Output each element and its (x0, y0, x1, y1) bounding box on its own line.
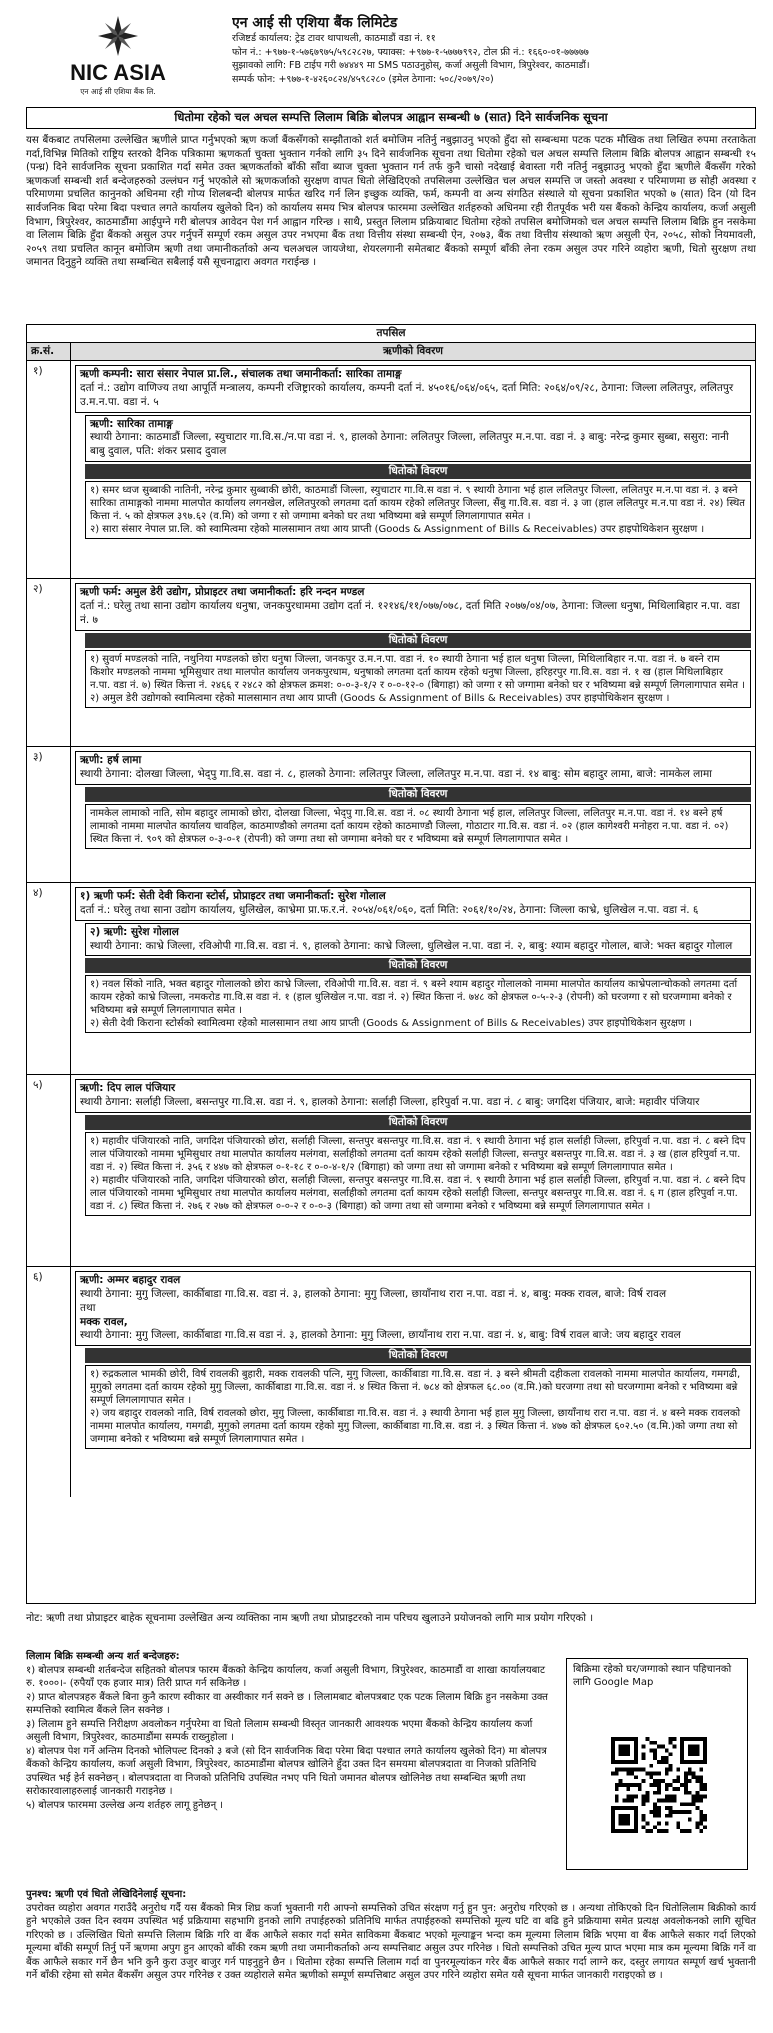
collateral-band: धितोको विवरण (85, 787, 751, 802)
borrower-detail: स्थायी ठेगाना: दोलखा जिल्ला, भेद्पु गा.वि.स. वडा नं. ८, हालको ठेगाना: ललितपुर जिल्ला, ललितपुर म.न.पा. वडा नं. १४ बाबु: सोम बहादुर लामा, बाजे: नामकेल लामा (80, 767, 713, 780)
condition-item: २) प्राप्त बोलपत्रहरु बैंकले बिना कुनै कारण स्वीकार वा अस्वीकार गर्न सक्ने छ । लिलामबाट बोलपत्रबाट एक पटक लिलाम बिक्रि हुन नसकेमा उक्त सम्पत्तिको स्वामित्व बैंकले लिन सक्नेछ । (26, 1691, 548, 1716)
guarantor-name: २) ऋणी: सुरेश गोलाल (90, 925, 179, 938)
condition-item: ४) बोलपत्र पेश गर्ने अन्तिम दिनको भोलिपल्ट दिनको ३ बजे (सो दिन सार्वजनिक बिदा परेमा बिदा पश्चात लगते कार्यालय खुलेको दिन) मा बोलपत्र बैंकको केन्द्रिय कार्यालय, कर्जा असुली विभाग, त्रिपुरेश्वर, काठमाडौंमा बोलपत्र खोलिने हुँदा उक्त दिन समयमा बोलपत्रदाता वा निजको प्रतिनिधि उपस्थित भई हेर्न सक्नेछन् । बोलपत्रदाता वा निजको प्रतिनिधि उपस्थित नभए पनि धितो जमानत बोलपत्र खोलिनेछ तथा सम्बन्धित ऋणी तथा सरोकारवालाहरुलाई जानकारी गराइनेछ । (26, 1745, 547, 1797)
map-caption: बिक्रिमा रहेको घर/जग्गाको स्थान पहिचानको लागि Google Map (573, 1664, 732, 1688)
row-number: ५) (27, 1075, 71, 1266)
row-number: २) (27, 579, 71, 746)
header-line: रजिष्टर्ड कार्यालय: ट्रेड टावर थापाथली, काठमाडौं वडा नं. ११ (232, 33, 436, 44)
table-row (27, 1075, 755, 1267)
column-header-sn: क्र.सं. (27, 343, 71, 360)
co-borrower-name: मक्क रावल, (80, 1315, 128, 1328)
borrower-name: ऋणी: हर्ष लामा (80, 754, 142, 766)
map-qr-box (566, 1658, 748, 1870)
borrower-box (75, 751, 751, 785)
conditions-title: लिलाम बिक्रि सम्बन्धी अन्य शर्त बन्देजहरु: (26, 1651, 180, 1662)
borrower-detail: दर्ता नं.: उद्योग वाणिज्य तथा आपूर्ति मन्त्रालय, कम्पनी रजिष्ट्रारको कार्यालय, कम्पनी दर्ता नं. ४५०१६/०६४/०६५, दर्ता मिति: २०६४/०९/२८, ठेगाना: जिल्ला ललितपुर, ललितपुर उ.म.न.पा. वडा नं. ५ (80, 381, 734, 408)
guarantor-detail: स्थायी ठेगाना: काठमाडौं जिल्ला, स्युचाटार गा.वि.स./न.पा वडा नं. ९, हालको ठेगाना: ललितपुर जिल्ला, ललितपुर म.न.पा. वडा नं. ३ बाबु: नरेन्द्र कुमार सुब्बा, ससुरा: नानी बाबु दुवाल, पति: शंकर प्रसाद दुवाल (90, 431, 729, 458)
borrower-name: ऋणी फर्म: अमुल डेरी उद्योग, प्रोप्राइटर तथा जमानीकर्ता: हरि नन्दन मण्डल (80, 586, 365, 598)
borrower-box (75, 1271, 751, 1346)
borrower-box (75, 583, 751, 631)
collateral-detail (85, 1365, 751, 1449)
collateral-band: धितोको विवरण (85, 1348, 751, 1363)
collateral-detail (85, 804, 751, 849)
collateral-item: २) जय बहादुर रावलको नाति, विर्ष रावलको छोरा, मुगु जिल्ला, कार्कीबाडा गा.वि.स. वडा नं. ३ स्थायी ठेगाना भई हाल मुगु जिल्ला, छायाँनाथ रारा न.पा. वडा नं. ४ बस्ने मक्क रावलको नाममा मालपोत कार्यालय, गमगढी, मुगुको लगतमा दर्ता कायम रहेको मुगु जिल्ला, कार्कीबाडा गा.वि.स. वडा नं. ३ स्थित कित्ता नं. ४७७ को क्षेत्रफल ६०२.५० (व.मि.)को जग्गा तथा सो जग्गामा बनेको र भविष्यमा बन्ने सम्पूर्ण लिगलागापात समेत । (90, 1408, 741, 1446)
collateral-band: धितोको विवरण (85, 1115, 751, 1130)
table-row (27, 579, 755, 747)
borrower-name: ऋणी: अम्मर बहादुर रावल (80, 1274, 181, 1286)
collateral-item: १) सुवर्ण मण्डलको नाति, नथुनिया मण्डलको छोरा धनुषा जिल्ला, जनकपुर उ.म.न.पा. वडा नं. १० स्थायी ठेगाना भई हाल धनुषा जिल्ला, मिथिलाबिहार न.पा. वडा नं. ७ बस्ने राम किशोर मण्डलको नाममा भूमिसुधार तथा मालपोत कार्यालय जनकपुरधाम, धनुषाको लगतमा दर्ता कायम रहेको धनुषा जिल्ला, हरिहरपुर गा.वि.स. वडा नं. १ ख (हाल मिथिलाबिहार न.पा. वडा नं. ७) स्थित कित्ता नं. २४६६ र २४८२ को क्षेत्रफल क्रमश: ०-०-३-१/२ र ०-०-१२-० (बिगाहा) को जग्गा र सो जग्गामा बनेको घर र भविष्यमा बन्ने सम्पूर्ण लिगलागापात समेत । (90, 653, 745, 691)
column-header-borrower: ऋणीको विवरण (383, 345, 443, 357)
borrower-name: ऋणी कम्पनी: सारा संसार नेपाल प्रा.लि., संचालक तथा जमानीकर्ता: सारिका तामाङ्ग (80, 368, 402, 380)
additional-notice (26, 1888, 756, 1983)
header-line: फोन नं.: +९७७-१-५७६७९७५/५९८२८२७, फ्याक्स: +९७७-१-५७७७९९२, टोल फ्री नं.: १६६०-०१-७७७७७ (232, 46, 589, 58)
auction-conditions (26, 1650, 556, 1812)
table-header-row (27, 343, 755, 361)
table-row (27, 883, 755, 1075)
collateral-item: २) महावीर पंजियारको नाति, जगदिश पंजियारको छोरा, सर्लाही जिल्ला, सन्तपुर बसन्तपुर गा.वि.स. वडा नं. ९ स्थायी ठेगाना भई हाल सर्लाही जिल्ला, हरिपुर्वा न.पा. वडा नं. ८ बस्ने दिप लाल पंजियारको नाममा भूमिसुधार तथा मालपोत कार्यालय मलंगवा, सर्लाहीको लगतमा दर्ता कायम रहेको सर्लाही जिल्ला, सन्तपुर बसन्तपुर गा.वि.स. वडा नं. ६ ग (हाल हरिपुर्वा न.पा. वडा नं. ८) स्थित कित्ता नं. २७६ र २७७ को क्षेत्रफल ०-०-२ र ०-०-३ (बिगाहा) को जग्गा तथा सो जग्गामा बनेको र भविष्यमा बन्ने सम्पूर्ण लिगलागापात समेत । (90, 1174, 746, 1212)
guarantor-box (85, 415, 751, 463)
borrower-box (75, 887, 751, 921)
table-row (27, 747, 755, 883)
header-line: सुझावको लागि: FB टाईप गरी ७४४४९ मा SMS पठाउनुहोस्, कर्जा असुली विभाग, त्रिपुरेश्वर, काठमाडौं। (232, 60, 590, 72)
row-number: ३) (27, 747, 71, 882)
collateral-item: १) महावीर पंजियारको नाति, जगदिश पंजियारको छोरा, सर्लाही जिल्ला, सन्तपुर बसन्तपुर गा.वि.स. वडा नं. ९ स्थायी ठेगाना भई हाल सर्लाही जिल्ला, हरिपुर्वा न.पा. वडा नं. ८ बस्ने दिप लाल पंजियारको नाममा भूमिसुधार तथा मालपोत कार्यालय मलंगवा, सर्लाहीको लगतमा दर्ता कायम रहेको सर्लाही जिल्ला, सन्तपुर बसन्तपुर गा.वि.स. वडा नं. ३ ख (हाल हरिपुर्वा न.पा. वडा नं. २) स्थित कित्ता नं. ३५६ र ४४७ को क्षेत्रफल ०-१-१८ र ०-०-४-१/२ (बिगाहा) को जग्गा तथा सो जग्गामा बनेको र भविष्यमा बन्ने सम्पूर्ण लिगलागापात समेत । (90, 1135, 746, 1173)
borrower-conjunction: तथा (80, 1301, 96, 1314)
intro-paragraph: यस बैंकबाट तपसिलमा उल्लेखित ऋणीले प्राप्त गर्नुभएको ऋण कर्जा बैंकसँगको सम्झौताको शर्त बमोजिम नतिर्नु नबुझाउनु भएको हुँदा सो सम्बन्धमा पटक पटक मौखिक तथा लिखित रुपमा तरताकेता गर्दा,विभिन्न मितिको राष्ट्रिय स्तरको दैनिक पत्रिकामा ऋणकर्ता चुक्ता भुक्तान गर्नको लागि ३५ दिने सार्वजनिक सूचना तथा धितोमा रहेको चल अचल सम्पत्ति लिलाम बिक्रि बोलपत्र आह्वान सम्बन्धी १५ (पन्ध्र) दिने सार्वजनिक सूचना प्रकाशित गर्दा समेत उक्त ऋणकर्ताको बाँकी साँवा ब्याज चुक्ता भुक्तान गर्न तर्फ कुनै चासो नदेखाई बेवास्ता गरी नतिर्नु नबुझाउनु भएको हुँदा ऋणीले बैंकसँग गरेको ऋणकर्जा सम्बन्धी शर्त बन्देजहरुको उल्लंघन गर्नु भएकोले सो ऋणकर्जाको सुरक्षण वापत धितो लेखिदिएको तपसिलमा उल्लेखित चल अचल सम्पत्ति ज जस्तो अवस्था र परिमाणमा छ सोही अवस्था र परिमाणमा प्रचलित कानुनको अधिनमा रही गोप्य शिलबन्दी बोलपत्र मार्फत खरिद गर्न लिन इच्छुक व्यक्ति, फर्म, कम्पनी वा अन्य संगठित संस्थाले यो सूचना प्रकाशित भएको ७ (सात) दिन (यो दिन सार्वजनिक बिदा परेमा बिदा पश्चात लगते कार्यालय खुलेको दिन) को कार्यालय समय भित्र बोलपत्र फारममा उल्लेखित शर्तहरुको अधिनमा रही रीतपूर्वक भरी यस बैंकको केन्द्रिय कार्यालय, कर्जा असुली विभाग, त्रिपुरेश्वर, काठमाडौंमा आईपुग्ने गरी बोलपत्र आवेदन पेश गर्न आह्वान गरिन्छ । साथै, प्रस्तुत लिलाम प्रक्रियाबाट धितोमा रहेको तपसिल बमोजिमको चल अचल सम्पत्ति लिलाम बिक्रि हुन नसकेमा वा लिलाम बिक्रि हुँदा बैंकको असुल उपर गर्नुपर्ने सम्पूर्ण रकम असुल उपर नभएमा बैंक तथा वित्तीय संस्था सम्बन्धी ऐन, २०७३, बैंक तथा वित्तीय संस्थाको ऋण असुली ऐन, २०५८, सोको नियमावली, २०५९ तथा प्रचलित कानून बमोजिम ऋणी तथा जमानीकर्ताको अन्य चलअचल जायजेथा, शेयरलगानी समेतबाट बैंकको सम्पूर्ण बाँकी लेना रकम असुल उपर गरिने व्यहोरा ऋणी, धितो सुरक्षण तथा जमानत दिनुहुने व्यक्ति तथा सम्बन्धित सबैलाई यसै सूचनाद्वारा अवगत गराईन्छ । (26, 135, 756, 269)
bank-name: एन आई सी एशिया बैंक लिमिटेड (232, 15, 398, 31)
collateral-item: १) नवल सिंको नाति, भक्त बहादुर गोलालको छोरा काभ्रे जिल्ला, रविओपी गा.वि.स. वडा नं. ९ बस्ने श्याम बहादुर गोलालको नाममा मालपोत कार्यालय काभ्रेपलान्चोकको लगतमा दर्ता कायम रहेको काभ्रे जिल्ला, नमकरोड गा.वि.स वडा नं. १ (हाल धुलिखेल न.पा. वडा नं. २) स्थित कित्ता नं. ७४८ को क्षेत्रफल ०-५-२-३ (रोपनी) को घरजग्गा र सो घरजग्गामा बनेको र भविष्यमा बन्ने सम्पूर्ण लिगलागापात समेत । (90, 979, 738, 1017)
bank-contact-block (232, 14, 752, 87)
collateral-band: धितोको विवरण (85, 464, 751, 479)
collateral-item: २) सेती देवी किराना स्टोर्सको स्वामित्वमा रहेको मालसामान तथा आय प्राप्ती (Goods & Assignment of Bills & Receivables) उपर हाइपोथिकेशन सुरक्षण । (90, 1018, 693, 1030)
row-number: ४) (27, 883, 71, 1074)
borrower-name: ऋणी: दिप लाल पंजियार (80, 1082, 176, 1094)
collateral-band: धितोको विवरण (85, 633, 751, 648)
collateral-item: १) समर ध्वज सुब्बाकी नातिनी, नरेन्द्र कुमार सुब्बाकी छोरी, काठमाडौं जिल्ला, स्युचाटार गा.वि.स वडा नं. ९ स्थायी ठेगाना भई हाल ललितपुर जिल्ला, ललितपुर म.न.पा वडा नं. ३ बस्ने सारिका तामाङ्गको नाममा मालपोत कार्यालय लगनखेल, ललितपुरको लगतमा दर्ता कायम रहेको ललितपुर जिल्ला, सैंबु गा.वि.स. वडा नं. ३ जा (हाल ललितपुर म.न.पा वडा नं. २४) स्थित कित्ता नं. ५ को क्षेत्रफल ३९७.६२ (व.मि) को जग्गा र सो जग्गामा बनेको घर तथा भविष्यमा बन्ने सम्पूर्ण लिगलागापात समेत । (90, 485, 745, 523)
header (0, 0, 773, 108)
nic-asia-logo (58, 12, 178, 98)
table-row (27, 1267, 755, 1497)
qr-code-icon[interactable] (611, 1737, 707, 1833)
borrower-detail: स्थायी ठेगाना: सर्लाही जिल्ला, बसन्तपुर गा.वि.स. वडा नं. ९, हालको ठेगाना: सर्लाही जिल्ला, हरिपुर्वा न.पा. वडा नं. ८ बाबु: जगदिश पंजियार, बाजे: महावीर पंजियार (80, 1095, 700, 1108)
borrower-box (75, 1079, 751, 1113)
collateral-detail (85, 975, 751, 1033)
guarantor-name: ऋणी: सारिका तामाङ्ग (90, 417, 173, 430)
additional-title: पुनश्च: ऋणी एवं धितो लेखिदिनेलाई सूचना: (26, 1889, 187, 1900)
borrower-detail: दर्ता नं.: घरेलु तथा साना उद्योग कार्यालय धनुषा, जनकपुरधाममा उद्योग दर्ता नं. १२१४६/११/०७७/०७८, दर्ता मिति २०७७/०४/०७, ठेगाना: जिल्ला धनुषा, मिथिलाबिहार न.पा. वडा नं. ७ (80, 599, 740, 626)
co-borrower-detail: स्थायी ठेगाना: मुगु जिल्ला, कार्कीबाडा गा.वि.स वडा नं. ३, हालको ठेगाना: मुगु जिल्ला, छायाँनाथ रारा न.पा. वडा नं. ४, बाबु: विर्ष रावल बाजे: जय बहादुर रावल (80, 1329, 681, 1342)
borrower-detail: स्थायी ठेगाना: मुगु जिल्ला, कार्कीबाडा गा.वि.स. वडा नं. ३, हालको ठेगाना: मुगु जिल्ला, छायाँनाथ रारा न.पा. वडा नं. ४, बाबु: मक्क रावल, बाजे: विर्ष रावल (80, 1287, 667, 1300)
borrower-box (75, 365, 751, 413)
row-number: ६) (27, 1267, 71, 1497)
table-row (27, 361, 755, 579)
collateral-item: नामकेल लामाको नाति, सोम बहादुर लामाको छोरा, दोलखा जिल्ला, भेद्पु गा.वि.स. वडा नं. ०८ स्थायी ठेगाना भई हाल, ललितपुर जिल्ला, ललितपुर म.न.पा. वडा नं. १४ बस्ने हर्ष लामाको नाममा मालपोत कार्यालय चावहिल, काठमाण्डौको लगतमा दर्ता कायम रहेको काठमाण्डौ जिल्ला, गोठाटार गा.वि.स. वडा नं. ०२ (हाल कागेश्वरी मनोहरा न.पा. वडा नं. ०२) स्थित कित्ता नं. ९०९ को क्षेत्रफल ०-३-०-१ (रोपनी) को जग्गा तथा सो जग्गामा बनेको घर र भविष्यमा बन्ने सम्पूर्ण लिगलागापात समेत । (90, 807, 729, 845)
collateral-detail (85, 650, 751, 708)
footnote: नोट: ऋणी तथा प्रोप्राइटर बाहेक सूचनामा उल्लेखित अन्य व्यक्तिका नाम ऋणी तथा प्रोप्राइटरको नाम परिचय खुलाउने प्रयोजनको लागि मात्र प्रयोग गरिएको । (26, 1613, 594, 1624)
condition-item: ३) लिलाम हुने सम्पत्ति निरीक्षण अवलोकन गर्नुपरेमा वा धितो लिलाम सम्बन्धी विस्तृत जानकारी आवश्यक भएमा बैंकको केन्द्रिय कार्यालय कर्जा असुली विभाग, त्रिपुरेश्वर, काठमाडौंमा सम्पर्क राख्नुहोला । (26, 1718, 533, 1743)
collateral-detail (85, 1132, 751, 1216)
guarantor-detail: स्थायी ठेगाना: काभ्रे जिल्ला, रविओपी गा.वि.स. वडा नं. ९, हालको ठेगाना: काभ्रे जिल्ला, धुलिखेल न.पा. वडा नं. २, बाबु: श्याम बहादुर गोलाल, बाजे: भक्त बहादुर गोलाल (90, 939, 733, 952)
guarantor-box (85, 923, 751, 957)
logo-text: NIC ASIA (70, 60, 166, 85)
condition-item: १) बोलपत्र सम्बन्धी शर्तबन्देज सहितको बोलपत्र फारम बैंकको केन्द्रिय कार्यालय, कर्जा असुली विभाग, त्रिपुरेश्वर, काठमाडौं वा शाखा कार्यालयबाट रु. १०००।- (रुपैयाँ एक हजार मात्र) तिरी प्राप्त गर्न सकिनेछ । (26, 1664, 545, 1689)
borrower-name: १) ऋणी फर्म: सेती देवी किराना स्टोर्स, प्रोप्राइटर तथा जमानीकर्ता: सुरेश गोलाल (80, 890, 386, 902)
collateral-item: १) रुद्रकलाल भामकी छोरी, विर्ष रावलकी बुहारी, मक्क रावलकी पत्नि, मुगु जिल्ला, कार्कीबाडा गा.वि.स. वडा नं. ३ बस्ने श्रीमती दहीकला रावलको नाममा मालपोत कार्यालय, गमगढी, मुगुको लगतमा दर्ता कायम रहेको मुगु जिल्ला, कार्कीबाडा गा.वि.स. वडा नं. ४ स्थित कित्ता नं. ७८४ को क्षेत्रफल ६८.०० (व.मि.)को घरजग्गा तथा सो घरजग्गामा बनेको र भविष्यमा बन्ने सम्पूर्ण लिगलागापात समेत । (90, 1369, 741, 1407)
condition-item: ५) बोलपत्र फारममा उल्लेख अन्य शर्तहरु लागू हुनेछन् । (26, 1799, 224, 1811)
collateral-detail (85, 481, 751, 539)
notice-title: धितोमा रहेको चल अचल सम्पत्ति लिलाम बिक्रि बोलपत्र आह्वान सम्बन्धी ७ (सात) दिने सार्वजनिक सूचना (26, 107, 756, 129)
header-line: सम्पर्क फोन: +९७७-१-४२६०८२४/४५९८२८० (इमेल ठेगाना: ५०८/२०७९/२०) (232, 74, 494, 86)
row-number: १) (27, 361, 71, 578)
schedule-table (26, 324, 756, 1604)
borrower-detail: दर्ता नं.: घरेलु तथा साना उद्योग कार्यालय, धुलिखेल, काभ्रेमा प्रा.फ.र.नं. २०५४/०६१/०६०, दर्ता मिति: २०६१/१०/२४, ठेगाना: जिल्ला काभ्रे, धुलिखेल न.पा. वडा नं. ६ (80, 903, 699, 916)
collateral-item: २) सारा संसार नेपाल प्रा.लि. को स्वामित्वमा रहेको मालसामान तथा आय प्राप्ती (Goods & Assignment of Bills & Receivables) उपर हाइपोथिकेशन सुरक्षण । (90, 524, 705, 536)
table-caption: तपसिल (27, 325, 755, 343)
logo-subtext: एन आई सी एशिया बैंक लि. (80, 87, 156, 96)
collateral-band: धितोको विवरण (85, 958, 751, 973)
additional-text: उपरोक्त व्यहोरा अवगत गराउँदै अनुरोध गर्दै यस बैंकको मित्र शिघ्र कर्जा भुक्तानी गरी आफ्नो सम्पत्तिको उचित संरक्षण गर्नु हुन पुन: अनुरोध गरिएको छ । अन्यथा तोकिएको दिन धितोलिलाम बिक्रीको कार्य हुने भएकोले उक्त दिन स्वयम उपस्थित भई प्रक्रियामा सहभागि हुनको लागि तपाईहरुको प्रतिनिधि मार्फत तपाईहरुको सम्पत्तिको मूल्य घटि वा बढि हुने प्रक्रियामा समेत प्रत्यक्ष अवलोकनको लागि सूचित गरिएको छ । उल्लिखित धितो सम्पत्ति लिलाम बिक्रि गरि वा बैंक आफैले सकार गर्दा समेत साविकमा बैंकबाट भएको मूल्याङ्कन भन्दा कम मूल्यमा लिलाम बिक्रि भएमा वा बैंक आफैले सकार गर्दा लिएको मूल्यमा बाँकी सम्पूर्ण तिर्नु पर्ने ऋणमा अपुग हुन आएको बाँकी रकम ऋणी तथा जमानीकर्ताको अन्य सम्पत्तिबाट असुल उपर गरिनेछ । धितो सम्पत्तिको उचित मूल्य प्राप्त भएमा मात्र कम मूल्यमा बिक्रि गर्ने वा बैंक आफैले सकार गर्ने छैन भनि कुनै कुरा उजुर बाजुर गर्न पाइनुहुने छैन । धितोमा रहेका सम्पत्ति लिलाम गर्दा वा पुनरमूल्यांकन गरेर बैंक आफैले सकार गर्दा लाग्ने कर, दस्तुर लगायत सम्पूर्ण खर्च भुक्तानी गर्ने बाँकी रहेमा सो समेत बैंकसँग असुल उपर गरिनेछ र उक्त व्यहोराले समेत ऋणीको सम्पूर्ण सम्पत्तिबाट असुल उपर गरिने व्यहोरा समेत यसै सूचना मार्फत जानकारी गराइएको छ । (26, 1902, 756, 1981)
collateral-item: २) अमुल डेरी उद्योगको स्वामित्वमा रहेको मालसामान तथा आय प्राप्ती (Goods & Assignment of Bills & Receivables) उपर हाइपोथिकेशन सुरक्षण । (90, 692, 670, 704)
